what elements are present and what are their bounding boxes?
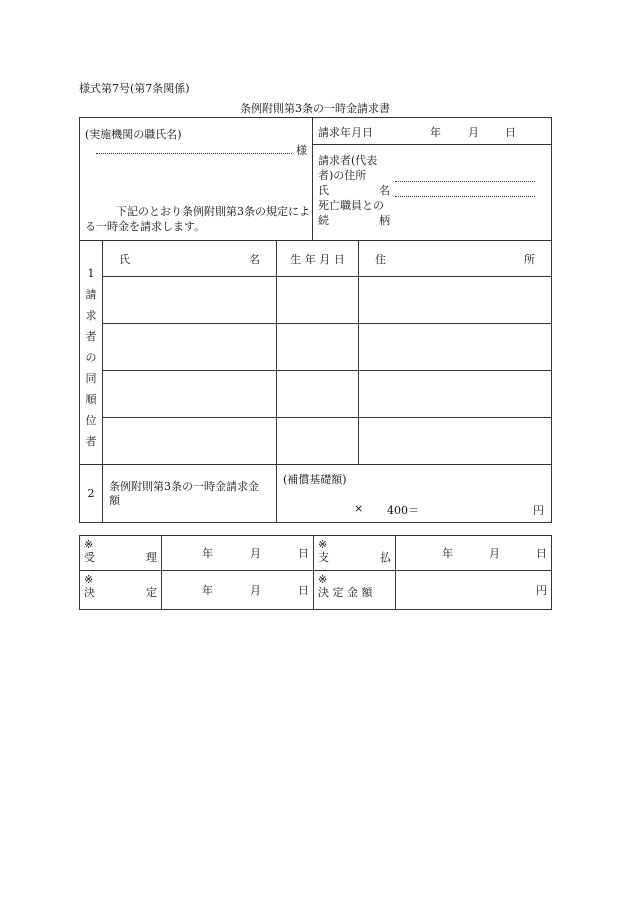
payment-label: ※ 支 払 [314,536,396,571]
section1-vertical-label: 1 請 求 者 の 同 順 位 者 [80,241,103,465]
honorific: 様 [296,144,307,157]
decision-label: ※ 決 定 [80,571,162,610]
office-use-table [79,535,552,610]
agency-name-field[interactable] [96,152,292,154]
request-info-cell [313,118,552,241]
decision-row [80,571,552,610]
requester-label-4: 死亡職員との [318,199,385,212]
requester-label-2: 者)の住所 [318,169,367,182]
column-header-name: 氏 名 [103,241,277,277]
statement-line-1: 下記のとおり条例附則第3条の規定によ [116,205,310,218]
agency-label: (実施機関の職氏名) [85,128,182,141]
day-label: 日 [505,126,517,139]
agency-cell [80,118,313,241]
top-section [80,118,552,241]
claimant-row [80,277,552,324]
yen-unit: 円 [533,504,544,517]
claimant-row [80,371,552,418]
section2-number: 2 [80,465,103,523]
request-date-label: 請求年月日 [318,126,374,139]
claimant-address-cell[interactable] [359,277,552,324]
section2-label: 条例附則第3条の一時金請求金 額 [103,465,277,523]
requester-address-field[interactable] [395,180,535,182]
section1-header-row [80,241,552,277]
decided-amount-yen: 円 [536,584,547,597]
claimant-address-cell[interactable] [359,324,552,371]
claimant-birthdate-cell[interactable] [277,324,359,371]
receipt-date-cell[interactable]: 年 月 日 [162,536,314,571]
column-header-birthdate: 生 年 月 日 [277,241,359,277]
amount-cell[interactable] [277,465,552,523]
claimant-birthdate-cell[interactable] [277,418,359,465]
requester-labels [318,153,390,228]
payment-date-cell[interactable]: 年 月 日 [396,536,552,571]
decision-date-cell[interactable]: 年 月 日 [162,571,314,610]
decided-amount-cell[interactable] [396,571,552,610]
claimant-name-cell[interactable] [103,371,277,418]
month-label: 月 [468,126,480,139]
decided-amount-label: ※ 決 定 金 額 [314,571,396,610]
claimant-name-cell[interactable] [103,324,277,371]
section2-row [80,465,552,523]
receipt-payment-row [80,536,552,571]
claimant-birthdate-cell[interactable] [277,371,359,418]
section1-number: 1 [87,267,95,280]
claimant-address-cell[interactable] [359,371,552,418]
relationship-label: 続 柄 [318,214,391,227]
form-number: 様式第7号(第7条関係) [79,82,190,95]
claimant-address-cell[interactable] [359,418,552,465]
column-header-address: 住 所 [359,241,552,277]
base-amount-label: (補償基礎額) [283,473,347,486]
claimant-name-cell[interactable] [103,418,277,465]
claimant-row [80,418,552,465]
request-date-row [313,118,551,145]
statement-line-2: る一時金を請求します。 [85,220,206,233]
year-label: 年 [430,126,442,139]
claimant-name-cell[interactable] [103,277,277,324]
application-table [79,117,552,523]
receipt-label: ※ 受 理 [80,536,162,571]
requester-label-1: 請求者(代表 [318,154,378,167]
claimant-row [80,324,552,371]
requester-name-label: 氏 名 [318,184,391,197]
multiply-sign: × [354,502,364,515]
document-title: 条例附則第3条の一時金請求書 [240,102,390,115]
claimant-birthdate-cell[interactable] [277,277,359,324]
requester-block [313,145,551,240]
requester-name-field[interactable] [395,195,535,197]
rate-value: 400＝ [387,504,419,517]
